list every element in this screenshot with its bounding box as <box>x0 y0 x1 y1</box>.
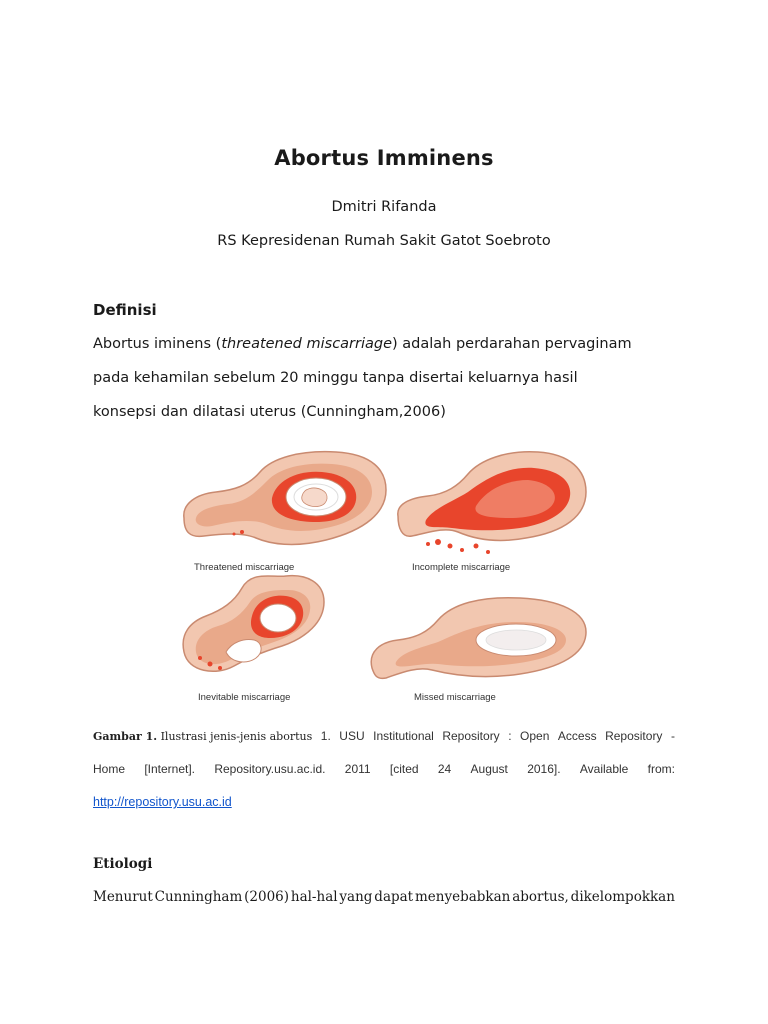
caption-word: from: <box>647 762 675 776</box>
caption-word: Repository <box>605 729 663 743</box>
incomplete-miscarriage-illustration <box>398 452 586 554</box>
label-threatened-miscarriage: Threatened miscarriage <box>194 562 295 573</box>
caption-label: Gambar 1. <box>93 730 158 743</box>
section-heading-definisi: Definisi <box>93 301 157 319</box>
etiologi-word: dikelompokkan <box>570 889 675 905</box>
etiologi-word: abortus, <box>512 889 569 905</box>
definisi-text: ) adalah perdarahan pervaginam <box>392 336 632 352</box>
caption-word: [Internet]. <box>144 762 196 776</box>
caption-word: 24 <box>437 762 452 776</box>
definisi-line-2: pada kehamilan sebelum 20 minggu tanpa disertai keluarnya hasil <box>93 370 578 386</box>
etiologi-word: yang <box>339 889 373 905</box>
section-heading-etiologi: Etiologi <box>93 856 153 872</box>
missed-miscarriage-illustration <box>371 598 586 679</box>
figure-caption-line-1 <box>93 729 675 743</box>
caption-word: Repository.usu.ac.id. <box>214 762 326 776</box>
etiologi-word: Menurut <box>93 889 153 905</box>
label-missed-miscarriage: Missed miscarriage <box>414 692 496 703</box>
caption-description: Ilustrasi jenis-jenis abortus <box>157 730 313 743</box>
author-name: Dmitri Rifanda <box>331 199 437 215</box>
etiologi-line-1 <box>93 889 675 905</box>
label-inevitable-miscarriage: Inevitable miscarriage <box>198 692 291 703</box>
caption-word: Home <box>93 762 126 776</box>
etiologi-word: hal-hal <box>290 889 338 905</box>
caption-word: 2011 <box>344 762 371 776</box>
caption-word: Open <box>520 729 550 743</box>
author-affiliation: RS Kepresidenan Rumah Sakit Gatot Soebroto <box>217 233 551 249</box>
miscarriage-types-figure <box>176 446 592 708</box>
caption-word: USU <box>339 729 365 743</box>
etiologi-word: dapat <box>374 889 414 905</box>
caption-word: - <box>670 729 675 743</box>
caption-word: August <box>470 762 508 776</box>
caption-word: Institutional <box>373 729 434 743</box>
miscarriage-illustration <box>176 446 592 708</box>
etiologi-word: menyebabkan <box>414 889 511 905</box>
caption-word: 2016]. <box>527 762 561 776</box>
caption-word: [cited <box>389 762 419 776</box>
caption-word: 1. <box>320 729 331 743</box>
repository-link[interactable]: http://repository.usu.ac.id <box>93 795 232 809</box>
caption-word: : <box>508 729 512 743</box>
caption-word: Repository <box>442 729 500 743</box>
inevitable-miscarriage-illustration <box>183 576 324 672</box>
etiologi-word: (2006) <box>244 889 290 905</box>
definisi-line-3: konsepsi dan dilatasi uterus (Cunningham,2006) <box>93 404 446 420</box>
caption-word: Available <box>579 762 629 776</box>
definisi-italic-term: threatened miscarriage <box>221 336 393 352</box>
threatened-miscarriage-illustration <box>184 452 386 545</box>
figure-caption-line-2 <box>93 762 675 776</box>
label-incomplete-miscarriage: Incomplete miscarriage <box>412 562 511 573</box>
etiologi-word: Cunningham <box>154 889 243 905</box>
caption-word: Access <box>557 729 597 743</box>
definisi-line-1 <box>93 336 632 352</box>
page-title: Abortus Imminens <box>274 146 494 170</box>
figure-caption-line-3 <box>93 795 675 809</box>
definisi-text: Abortus iminens ( <box>93 336 222 352</box>
